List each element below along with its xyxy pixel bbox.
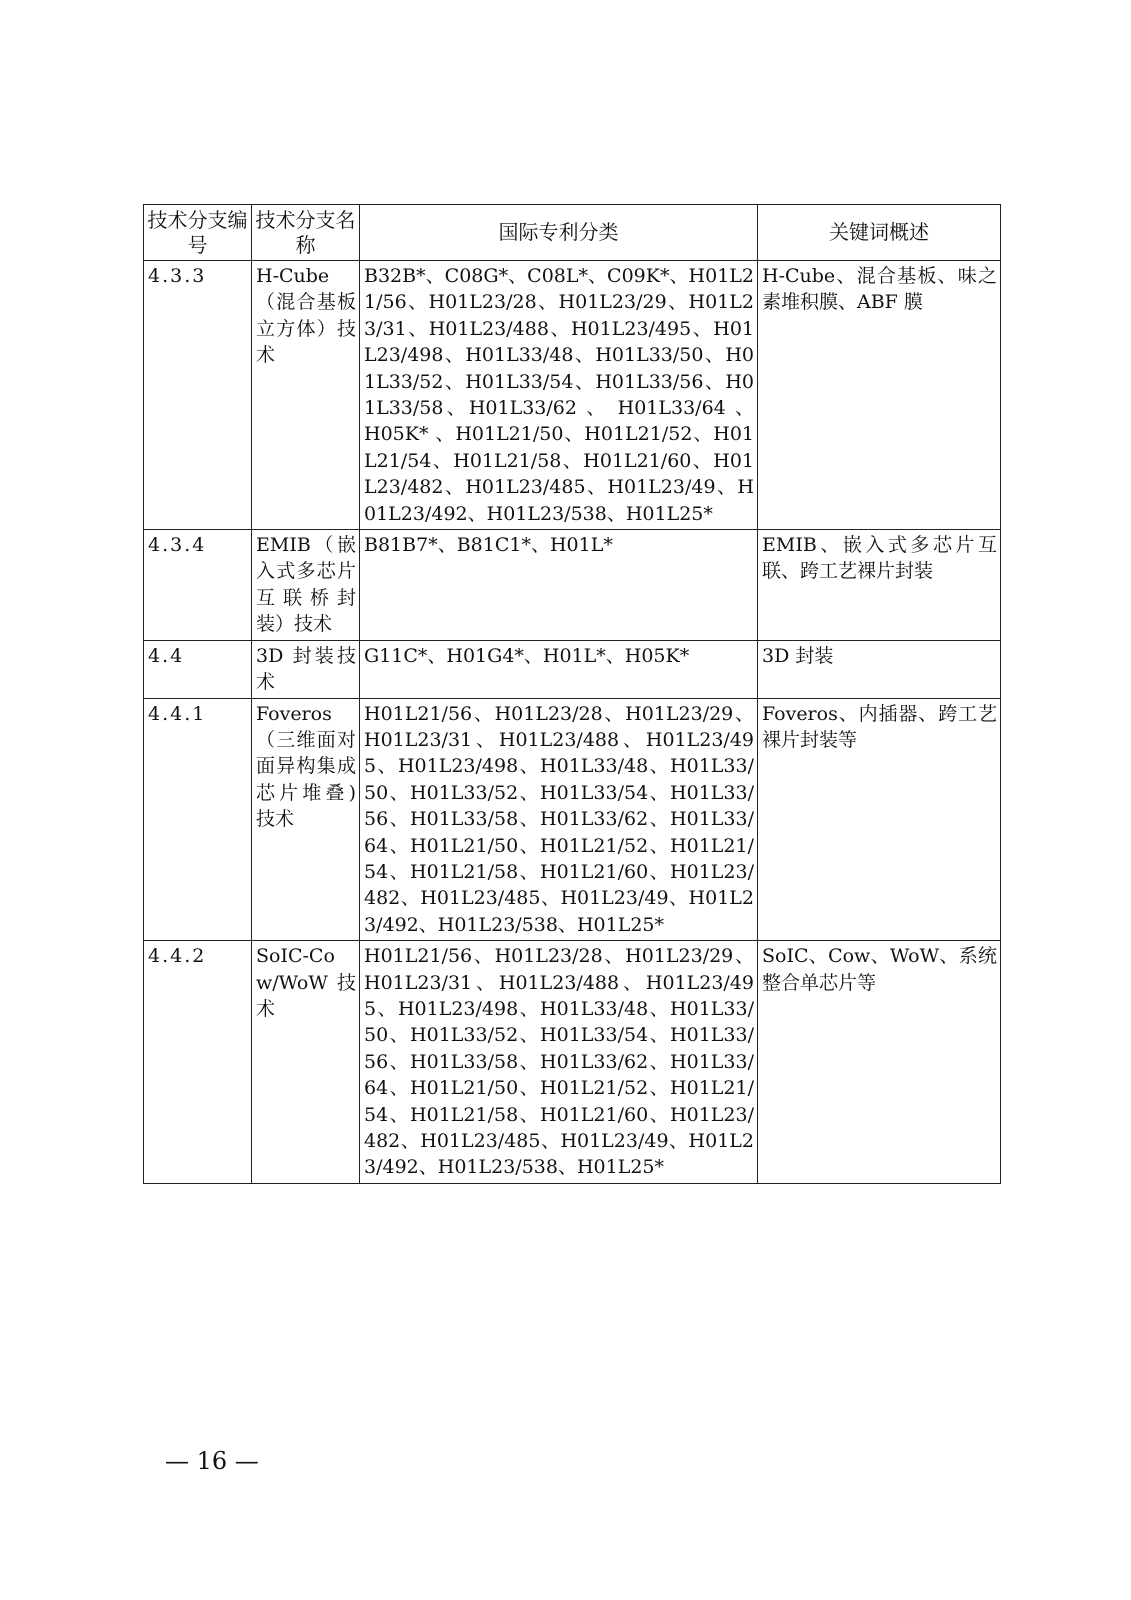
ipc-codes: G11C*、H01G4*、H01L*、H05K* [360,640,758,698]
page-number: — 16 — [165,1447,259,1475]
header-branch-code: 技术分支编号 [144,205,252,261]
keywords: SoIC、Cow、WoW、系统整合单芯片等 [758,941,1001,1184]
header-ipc: 国际专利分类 [360,205,758,261]
keywords: Foveros、内插器、跨工艺裸片封装等 [758,698,1001,941]
branch-code: 4.4 [144,640,252,698]
branch-code: 4.3.3 [144,261,252,530]
keywords: 3D 封装 [758,640,1001,698]
branch-code: 4.3.4 [144,530,252,641]
branch-code: 4.4.1 [144,698,252,941]
branch-name: SoIC-Cow/WoW 技术 [252,941,360,1184]
branch-code: 4.4.2 [144,941,252,1184]
ipc-codes: H01L21/56、H01L23/28、H01L23/29、H01L23/31、H01L23/488、H01L23/495、H01L23/498、H01L33/48、H01L33/50、H01L33/52、H01L33/54、H01L33/56、H01L33/58、H01L33/62、H01L33/64、H01L21/50、H01L21/52、H01L21/54、H01L21/58、H01L21/60、H01L23/482、H01L23/485、H01L23/49、H01L23/492、H01L23/538、H01L25* [360,698,758,941]
header-keywords: 关键词概述 [758,205,1001,261]
branch-name: Foveros（三维面对面异构集成芯片堆叠)技术 [252,698,360,941]
table-row [144,530,1001,641]
keywords: H-Cube、混合基板、味之素堆积膜、ABF 膜 [758,261,1001,530]
branch-name: 3D 封装技术 [252,640,360,698]
table-row [144,941,1001,1184]
table-row [144,698,1001,941]
header-branch-name: 技术分支名称 [252,205,360,261]
ipc-codes: B81B7*、B81C1*、H01L* [360,530,758,641]
keywords: EMIB、嵌入式多芯片互联、跨工艺裸片封装 [758,530,1001,641]
branch-name: H-Cube（混合基板立方体）技术 [252,261,360,530]
branch-name: EMIB（嵌入式多芯片互联桥封装）技术 [252,530,360,641]
ipc-codes: H01L21/56、H01L23/28、H01L23/29、H01L23/31、H01L23/488、H01L23/495、H01L23/498、H01L33/48、H01L33/50、H01L33/52、H01L33/54、H01L33/56、H01L33/58、H01L33/62、H01L33/64、H01L21/50、H01L21/52、H01L21/54、H01L21/58、H01L21/60、H01L23/482、H01L23/485、H01L23/49、H01L23/492、H01L23/538、H01L25* [360,941,758,1184]
table-row [144,640,1001,698]
table-header-row [144,205,1001,261]
ipc-codes: B32B*、C08G*、C08L*、C09K*、H01L21/56、H01L23/28、H01L23/29、H01L23/31、H01L23/488、H01L23/495、H01L23/498、H01L33/48、H01L33/50、H01L33/52、H01L33/54、H01L33/56、H01L33/58、H01L33/62 、 H01L33/64 、 H05K* 、H01L21/50、H01L21/52、H01L21/54、H01L21/58、H01L21/60、H01L23/482、H01L23/485、H01L23/49、H01L23/492、H01L23/538、H01L25* [360,261,758,530]
table-row [144,261,1001,530]
patent-classification-table [143,204,1001,1184]
